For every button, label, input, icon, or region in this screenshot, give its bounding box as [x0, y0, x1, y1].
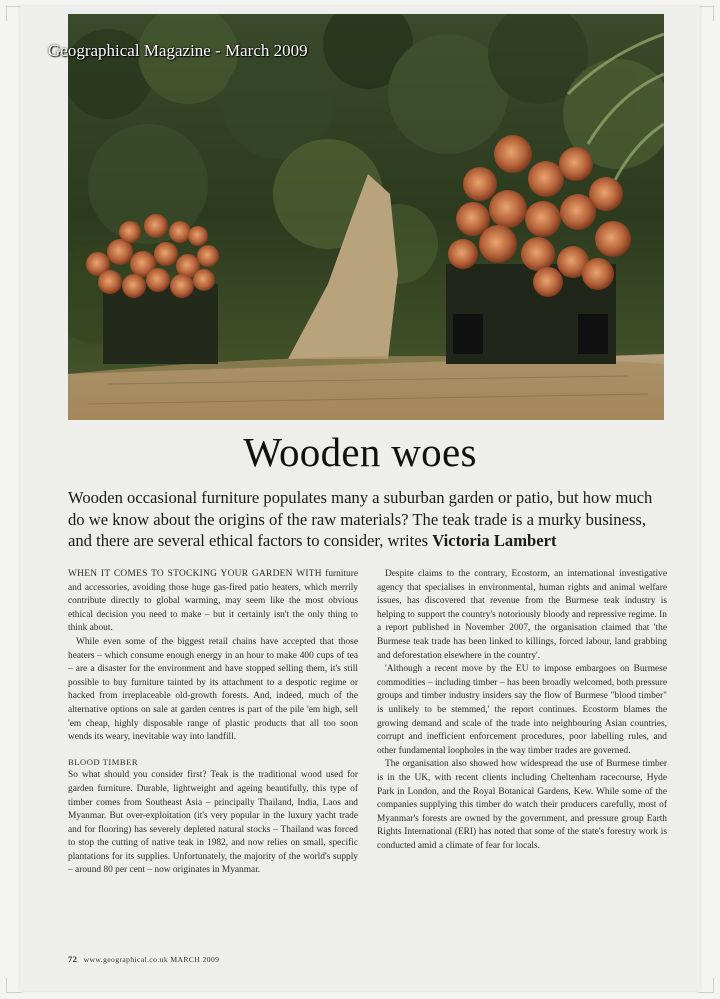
author-byline: Victoria Lambert [432, 531, 557, 550]
left-paragraph-2: While even some of the biggest retail chains have accepted that those heaters – which consume enough energy in an hour to make 400 cups of tea – are a disaster for the environment and have stopped selling them, it's still possible to buy furniture tainted by its attachment to a despotic regime or hacked from irreplaceable old-growth forests. And, indeed, much of the alternative options on sale at garden centres is part of the pile 'em high, sell 'em cheap, highly disposable range of plastic products that all too soon wends its weary, inevitable way into landfill. [68, 636, 358, 743]
logging-trucks-photo [68, 14, 664, 420]
right-paragraph-3: The organisation also showed how widespread the use of Burmese timber is in the UK, with recent clients including Cheltenham racecourse, Hyde Park in London, and the Royal Botanical Gardens, Kew. While some of the companies supplying this timber do watch their producers carefully, most of Myanmar's forests are owned by the government, and pressure group Earth Rights International (ERI) has noted that some of the state's forestry work is conducted amid a climate of fear for locals. [377, 759, 667, 851]
page-number: 72 [68, 954, 78, 964]
folio-site: www.geographical.co.uk [83, 955, 169, 964]
article-column-right [377, 568, 667, 853]
crop-mark-top-right [699, 6, 714, 21]
article-standfirst [68, 487, 668, 552]
crop-mark-top-left [6, 6, 21, 21]
left-paragraph-1-rest: furniture and accessories, avoiding those huge gas-fired patio heaters, which merrily contribute directly to global warming, may seem like the most obvious ethical decision you need to make – but it certainly isn't the only thing to think about. [68, 569, 359, 634]
crop-mark-bottom-right [699, 978, 714, 993]
folio-issue: MARCH 2009 [170, 955, 220, 964]
standfirst-text: Wooden occasional furniture populates many a suburban garden or patio, but how much do we know about the origins of the raw materials? The teak trade is a murky business, and there are several ethical factors to consider, writes [68, 488, 653, 550]
right-paragraph-1: Despite claims to the contrary, Ecostorm, an international investigative agency that specialises in environmental, human rights and animal welfare issues, has discovered that revenue from the Burmese teak industry is helping to support the country's notoriously bloody and repressive regime. In a report published in November 2007, the organisation claimed that 'the Burmese teak trade has been linked to killings, forced labour, land grabbing and deforestation elsewhere in the country'. [377, 569, 667, 661]
article-headline: Wooden woes [243, 429, 477, 475]
lead-in: WHEN IT COMES TO STOCKING YOUR GARDEN WITH [68, 569, 322, 579]
article-column-left [68, 568, 358, 878]
section-subhead: BLOOD TIMBER [68, 756, 139, 767]
magazine-watermark: Geographical Magazine - March 2009 [48, 41, 308, 60]
left-paragraph-1 [68, 568, 358, 636]
left-paragraph-3: So what should you consider first? Teak is the traditional wood used for garden furniture. Durable, lightweight and ageing beautifully, this type of timber comes from Southeast Asia – principally Thailand, India, Laos and Myanmar. But over-exploitation (it's very popular in the luxury yacht trade and for flooring) has severely depleted natural stocks – Thailand was forced to stop the cutting of native teak in 1982, and now relies on small, specific plantations for its supplies. Unfortunately, the majority of the world's supply – around 80 per cent – now originates in Myanmar. [68, 770, 358, 876]
crop-mark-bottom-left [6, 978, 21, 993]
right-paragraph-2: 'Although a recent move by the EU to impose embargoes on Burmese commodities – including timber – has been broadly welcomed, both pressure groups and timber industry insiders say the flow of Burmese "blood timber" is unlikely to be stemmed,' the report continues. Ecostorm blames the growing demand and scale of the trade into neighbouring Asian countries, corrupt and inefficient enforcement procedures, poor labelling rules, and other fundamental loopholes in the way timber trades are governed. [377, 664, 667, 756]
page-folio [68, 954, 219, 964]
